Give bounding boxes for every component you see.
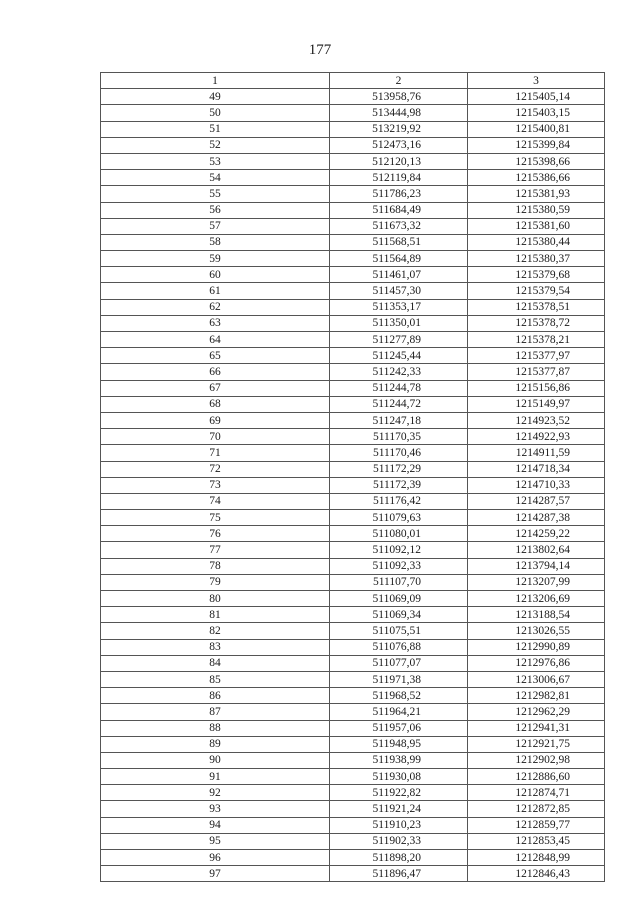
x-coordinate-cell: 513219,92 bbox=[330, 121, 468, 137]
y-coordinate-cell: 1215378,51 bbox=[468, 299, 605, 315]
y-coordinate-cell: 1215379,54 bbox=[468, 283, 605, 299]
x-coordinate-cell: 511080,01 bbox=[330, 526, 468, 542]
y-coordinate-cell: 1215400,81 bbox=[468, 121, 605, 137]
table-row bbox=[101, 655, 605, 671]
table-row bbox=[101, 267, 605, 283]
point-number-cell: 75 bbox=[101, 510, 330, 526]
y-coordinate-cell: 1215380,59 bbox=[468, 202, 605, 218]
table-row bbox=[101, 769, 605, 785]
y-coordinate-cell: 1215156,86 bbox=[468, 380, 605, 396]
y-coordinate-cell: 1215405,14 bbox=[468, 89, 605, 105]
table-header-row bbox=[101, 73, 605, 89]
table-row bbox=[101, 639, 605, 655]
table-row bbox=[101, 429, 605, 445]
table-row bbox=[101, 720, 605, 736]
table-body bbox=[101, 89, 605, 882]
y-coordinate-cell: 1213006,67 bbox=[468, 671, 605, 687]
x-coordinate-cell: 511896,47 bbox=[330, 866, 468, 882]
x-coordinate-cell: 511176,42 bbox=[330, 493, 468, 509]
x-coordinate-cell: 511069,34 bbox=[330, 607, 468, 623]
coordinates-table bbox=[100, 72, 605, 882]
y-coordinate-cell: 1213206,69 bbox=[468, 591, 605, 607]
y-coordinate-cell: 1212848,99 bbox=[468, 850, 605, 866]
y-coordinate-cell: 1212886,60 bbox=[468, 769, 605, 785]
point-number-cell: 73 bbox=[101, 477, 330, 493]
y-coordinate-cell: 1212902,98 bbox=[468, 752, 605, 768]
table-row bbox=[101, 445, 605, 461]
x-coordinate-cell: 511922,82 bbox=[330, 785, 468, 801]
y-coordinate-cell: 1212853,45 bbox=[468, 833, 605, 849]
table-row bbox=[101, 607, 605, 623]
point-number-cell: 76 bbox=[101, 526, 330, 542]
x-coordinate-cell: 511077,07 bbox=[330, 655, 468, 671]
table-row bbox=[101, 218, 605, 234]
table-row bbox=[101, 574, 605, 590]
y-coordinate-cell: 1212982,81 bbox=[468, 688, 605, 704]
x-coordinate-cell: 511107,70 bbox=[330, 574, 468, 590]
point-number-cell: 87 bbox=[101, 704, 330, 720]
x-coordinate-cell: 511938,99 bbox=[330, 752, 468, 768]
point-number-cell: 69 bbox=[101, 412, 330, 428]
point-number-cell: 58 bbox=[101, 234, 330, 250]
point-number-cell: 83 bbox=[101, 639, 330, 655]
point-number-cell: 66 bbox=[101, 364, 330, 380]
y-coordinate-cell: 1212874,71 bbox=[468, 785, 605, 801]
y-coordinate-cell: 1215377,87 bbox=[468, 364, 605, 380]
point-number-cell: 54 bbox=[101, 170, 330, 186]
x-coordinate-cell: 511971,38 bbox=[330, 671, 468, 687]
point-number-cell: 71 bbox=[101, 445, 330, 461]
point-number-cell: 74 bbox=[101, 493, 330, 509]
y-coordinate-cell: 1214911,59 bbox=[468, 445, 605, 461]
point-number-cell: 85 bbox=[101, 671, 330, 687]
table-row bbox=[101, 234, 605, 250]
y-coordinate-cell: 1212846,43 bbox=[468, 866, 605, 882]
x-coordinate-cell: 511247,18 bbox=[330, 412, 468, 428]
table-row bbox=[101, 623, 605, 639]
y-coordinate-cell: 1212859,77 bbox=[468, 817, 605, 833]
table-row bbox=[101, 105, 605, 121]
point-number-cell: 78 bbox=[101, 558, 330, 574]
y-coordinate-cell: 1212976,86 bbox=[468, 655, 605, 671]
y-coordinate-cell: 1212941,31 bbox=[468, 720, 605, 736]
y-coordinate-cell: 1215149,97 bbox=[468, 396, 605, 412]
y-coordinate-cell: 1214922,93 bbox=[468, 429, 605, 445]
point-number-cell: 53 bbox=[101, 153, 330, 169]
point-number-cell: 62 bbox=[101, 299, 330, 315]
point-number-cell: 84 bbox=[101, 655, 330, 671]
y-coordinate-cell: 1213207,99 bbox=[468, 574, 605, 590]
table-row bbox=[101, 137, 605, 153]
point-number-cell: 94 bbox=[101, 817, 330, 833]
x-coordinate-cell: 511902,33 bbox=[330, 833, 468, 849]
x-coordinate-cell: 513958,76 bbox=[330, 89, 468, 105]
table-row bbox=[101, 477, 605, 493]
x-coordinate-cell: 511968,52 bbox=[330, 688, 468, 704]
point-number-cell: 50 bbox=[101, 105, 330, 121]
x-coordinate-cell: 511564,89 bbox=[330, 251, 468, 267]
x-coordinate-cell: 511244,72 bbox=[330, 396, 468, 412]
point-number-cell: 72 bbox=[101, 461, 330, 477]
point-number-cell: 95 bbox=[101, 833, 330, 849]
point-number-cell: 59 bbox=[101, 251, 330, 267]
x-coordinate-cell: 512473,16 bbox=[330, 137, 468, 153]
table-row bbox=[101, 785, 605, 801]
x-coordinate-cell: 511170,35 bbox=[330, 429, 468, 445]
y-coordinate-cell: 1213802,64 bbox=[468, 542, 605, 558]
x-coordinate-cell: 511172,39 bbox=[330, 477, 468, 493]
y-coordinate-cell: 1215381,93 bbox=[468, 186, 605, 202]
table-row bbox=[101, 332, 605, 348]
table-row bbox=[101, 186, 605, 202]
y-coordinate-cell: 1214718,34 bbox=[468, 461, 605, 477]
table-row bbox=[101, 850, 605, 866]
point-number-cell: 77 bbox=[101, 542, 330, 558]
point-number-cell: 64 bbox=[101, 332, 330, 348]
y-coordinate-cell: 1213188,54 bbox=[468, 607, 605, 623]
point-number-cell: 93 bbox=[101, 801, 330, 817]
point-number-cell: 91 bbox=[101, 769, 330, 785]
table-row bbox=[101, 121, 605, 137]
point-number-cell: 86 bbox=[101, 688, 330, 704]
point-number-cell: 67 bbox=[101, 380, 330, 396]
y-coordinate-cell: 1212962,29 bbox=[468, 704, 605, 720]
table-row bbox=[101, 251, 605, 267]
x-coordinate-cell: 513444,98 bbox=[330, 105, 468, 121]
table-row bbox=[101, 833, 605, 849]
x-coordinate-cell: 511075,51 bbox=[330, 623, 468, 639]
point-number-cell: 61 bbox=[101, 283, 330, 299]
point-number-cell: 92 bbox=[101, 785, 330, 801]
y-coordinate-cell: 1213794,14 bbox=[468, 558, 605, 574]
x-coordinate-cell: 511461,07 bbox=[330, 267, 468, 283]
point-number-cell: 90 bbox=[101, 752, 330, 768]
point-number-cell: 55 bbox=[101, 186, 330, 202]
y-coordinate-cell: 1212990,89 bbox=[468, 639, 605, 655]
table-row bbox=[101, 510, 605, 526]
table-row bbox=[101, 348, 605, 364]
y-coordinate-cell: 1214287,57 bbox=[468, 493, 605, 509]
table-row bbox=[101, 364, 605, 380]
x-coordinate-cell: 512119,84 bbox=[330, 170, 468, 186]
x-coordinate-cell: 511921,24 bbox=[330, 801, 468, 817]
x-coordinate-cell: 511957,06 bbox=[330, 720, 468, 736]
x-coordinate-cell: 511350,01 bbox=[330, 315, 468, 331]
table-row bbox=[101, 542, 605, 558]
point-number-cell: 96 bbox=[101, 850, 330, 866]
table-row bbox=[101, 591, 605, 607]
point-number-cell: 65 bbox=[101, 348, 330, 364]
page-number: 177 bbox=[308, 42, 332, 58]
x-coordinate-cell: 511079,63 bbox=[330, 510, 468, 526]
point-number-cell: 49 bbox=[101, 89, 330, 105]
point-number-cell: 56 bbox=[101, 202, 330, 218]
x-coordinate-cell: 511457,30 bbox=[330, 283, 468, 299]
y-coordinate-cell: 1212872,85 bbox=[468, 801, 605, 817]
y-coordinate-cell: 1214287,38 bbox=[468, 510, 605, 526]
table-row bbox=[101, 493, 605, 509]
table-row bbox=[101, 801, 605, 817]
table-row bbox=[101, 283, 605, 299]
x-coordinate-cell: 511170,46 bbox=[330, 445, 468, 461]
point-number-cell: 52 bbox=[101, 137, 330, 153]
table-row bbox=[101, 396, 605, 412]
x-coordinate-cell: 511673,32 bbox=[330, 218, 468, 234]
table-row bbox=[101, 526, 605, 542]
point-number-cell: 89 bbox=[101, 736, 330, 752]
x-coordinate-cell: 511244,78 bbox=[330, 380, 468, 396]
y-coordinate-cell: 1215380,37 bbox=[468, 251, 605, 267]
y-coordinate-cell: 1215378,72 bbox=[468, 315, 605, 331]
y-coordinate-cell: 1214259,22 bbox=[468, 526, 605, 542]
table-row bbox=[101, 380, 605, 396]
y-coordinate-cell: 1215380,44 bbox=[468, 234, 605, 250]
x-coordinate-cell: 511948,95 bbox=[330, 736, 468, 752]
point-number-cell: 57 bbox=[101, 218, 330, 234]
table-row bbox=[101, 866, 605, 882]
point-number-cell: 97 bbox=[101, 866, 330, 882]
table-row bbox=[101, 299, 605, 315]
x-coordinate-cell: 511242,33 bbox=[330, 364, 468, 380]
table-row bbox=[101, 817, 605, 833]
column-header-x: 2 bbox=[330, 73, 468, 89]
y-coordinate-cell: 1214710,33 bbox=[468, 477, 605, 493]
x-coordinate-cell: 512120,13 bbox=[330, 153, 468, 169]
point-number-cell: 70 bbox=[101, 429, 330, 445]
table-row bbox=[101, 89, 605, 105]
x-coordinate-cell: 511076,88 bbox=[330, 639, 468, 655]
table-row bbox=[101, 202, 605, 218]
y-coordinate-cell: 1214923,52 bbox=[468, 412, 605, 428]
x-coordinate-cell: 511910,23 bbox=[330, 817, 468, 833]
y-coordinate-cell: 1215377,97 bbox=[468, 348, 605, 364]
point-number-cell: 80 bbox=[101, 591, 330, 607]
point-number-cell: 88 bbox=[101, 720, 330, 736]
column-header-y: 3 bbox=[468, 73, 605, 89]
x-coordinate-cell: 511092,12 bbox=[330, 542, 468, 558]
table-row bbox=[101, 412, 605, 428]
x-coordinate-cell: 511568,51 bbox=[330, 234, 468, 250]
table-row bbox=[101, 170, 605, 186]
column-header-point: 1 bbox=[101, 73, 330, 89]
table-row bbox=[101, 461, 605, 477]
table-row bbox=[101, 736, 605, 752]
x-coordinate-cell: 511069,09 bbox=[330, 591, 468, 607]
y-coordinate-cell: 1215378,21 bbox=[468, 332, 605, 348]
point-number-cell: 51 bbox=[101, 121, 330, 137]
table-row bbox=[101, 688, 605, 704]
point-number-cell: 82 bbox=[101, 623, 330, 639]
y-coordinate-cell: 1215399,84 bbox=[468, 137, 605, 153]
table-row bbox=[101, 558, 605, 574]
x-coordinate-cell: 511172,29 bbox=[330, 461, 468, 477]
table-row bbox=[101, 153, 605, 169]
y-coordinate-cell: 1215398,66 bbox=[468, 153, 605, 169]
point-number-cell: 81 bbox=[101, 607, 330, 623]
y-coordinate-cell: 1213026,55 bbox=[468, 623, 605, 639]
x-coordinate-cell: 511245,44 bbox=[330, 348, 468, 364]
y-coordinate-cell: 1215379,68 bbox=[468, 267, 605, 283]
y-coordinate-cell: 1215403,15 bbox=[468, 105, 605, 121]
x-coordinate-cell: 511898,20 bbox=[330, 850, 468, 866]
table-row bbox=[101, 671, 605, 687]
x-coordinate-cell: 511930,08 bbox=[330, 769, 468, 785]
x-coordinate-cell: 511277,89 bbox=[330, 332, 468, 348]
x-coordinate-cell: 511684,49 bbox=[330, 202, 468, 218]
y-coordinate-cell: 1215386,66 bbox=[468, 170, 605, 186]
point-number-cell: 79 bbox=[101, 574, 330, 590]
x-coordinate-cell: 511353,17 bbox=[330, 299, 468, 315]
x-coordinate-cell: 511092,33 bbox=[330, 558, 468, 574]
table-row bbox=[101, 704, 605, 720]
point-number-cell: 68 bbox=[101, 396, 330, 412]
point-number-cell: 63 bbox=[101, 315, 330, 331]
table-row bbox=[101, 315, 605, 331]
table-row bbox=[101, 752, 605, 768]
x-coordinate-cell: 511964,21 bbox=[330, 704, 468, 720]
y-coordinate-cell: 1212921,75 bbox=[468, 736, 605, 752]
point-number-cell: 60 bbox=[101, 267, 330, 283]
y-coordinate-cell: 1215381,60 bbox=[468, 218, 605, 234]
x-coordinate-cell: 511786,23 bbox=[330, 186, 468, 202]
